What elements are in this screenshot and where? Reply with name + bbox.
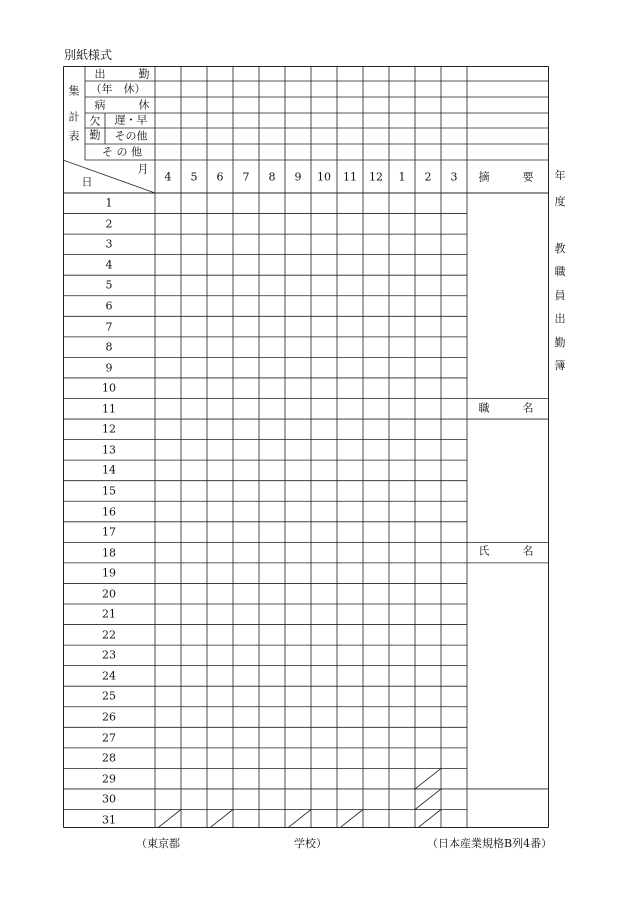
form-label: 別紙様式 xyxy=(64,48,113,62)
month-label: 6 xyxy=(216,170,224,184)
footer-standard: （日本産業規格B列4番） xyxy=(427,837,553,850)
attendance-table xyxy=(63,66,549,828)
table-grid xyxy=(63,66,549,828)
side-title-char: 員 xyxy=(554,289,566,302)
day-label: 21 xyxy=(102,607,116,621)
side-title-char: 教 xyxy=(554,242,566,255)
side-title-char: 簿 xyxy=(554,359,566,372)
side-title-char: 職 xyxy=(554,265,566,278)
day-label: 18 xyxy=(102,546,116,560)
summary-side-label-1: 集 xyxy=(68,84,80,98)
month-label: 5 xyxy=(190,170,198,184)
day-label: 4 xyxy=(105,258,113,272)
day-label: 8 xyxy=(105,340,113,354)
name-label: 氏 名 xyxy=(478,544,534,558)
month-label: 1 xyxy=(398,170,406,184)
void-date-slash xyxy=(415,810,441,829)
day-label: 1 xyxy=(105,196,113,210)
remarks-header: 摘 要 xyxy=(478,170,534,184)
summary-row-other: そ の 他 xyxy=(102,145,142,159)
month-label: 7 xyxy=(242,170,250,184)
summary-row-sick-leave: 病 休 xyxy=(94,98,150,112)
side-title-char: 勤 xyxy=(554,336,566,349)
side-title-char: 年 xyxy=(554,169,566,182)
month-label: 4 xyxy=(164,170,172,184)
day-label: 30 xyxy=(102,792,116,806)
day-label: 24 xyxy=(102,669,116,683)
month-label: 2 xyxy=(424,170,432,184)
month-label: 11 xyxy=(343,170,357,184)
footer-tokyo: （東京都 xyxy=(136,837,180,850)
month-label: 8 xyxy=(268,170,276,184)
summary-row-attendance: 出 勤 xyxy=(94,67,150,81)
day-label: 6 xyxy=(105,299,113,313)
absence-label-1: 欠 xyxy=(89,114,101,128)
summary-row-late-early: 遅・早 xyxy=(114,113,148,127)
day-label: 19 xyxy=(102,566,116,580)
position-label: 職 名 xyxy=(478,401,534,415)
day-label: 13 xyxy=(102,443,116,457)
void-date-slash xyxy=(207,810,233,829)
month-axis-label: 月 xyxy=(137,162,149,176)
summary-side-label-2: 計 xyxy=(68,110,80,124)
void-date-slash xyxy=(155,810,181,829)
day-label: 16 xyxy=(102,505,116,519)
day-label: 7 xyxy=(105,320,113,334)
day-label: 31 xyxy=(102,813,116,827)
day-label: 3 xyxy=(105,237,113,251)
day-label: 15 xyxy=(102,484,116,498)
absence-label-2: 勤 xyxy=(89,128,101,142)
side-title-char: 出 xyxy=(554,312,566,325)
void-date-slash xyxy=(337,810,363,829)
day-label: 14 xyxy=(102,463,116,477)
day-label: 11 xyxy=(102,402,116,416)
day-label: 12 xyxy=(102,422,116,436)
void-date-slash xyxy=(285,810,311,829)
day-label: 2 xyxy=(105,217,113,231)
day-label: 23 xyxy=(102,648,116,662)
month-label: 12 xyxy=(369,170,383,184)
void-date-slash xyxy=(415,789,441,810)
day-label: 5 xyxy=(105,278,113,292)
day-label: 27 xyxy=(102,731,116,745)
side-title-char: 度 xyxy=(554,195,566,208)
month-label: 3 xyxy=(450,170,458,184)
day-label: 17 xyxy=(102,525,116,539)
month-label: 9 xyxy=(294,170,302,184)
day-axis-label: 日 xyxy=(81,175,93,189)
footer-school: 学校） xyxy=(294,837,327,850)
day-label: 28 xyxy=(102,751,116,765)
summary-row-annual-leave: （年 休） xyxy=(90,82,146,96)
summary-side-label-3: 表 xyxy=(68,129,80,143)
day-label: 22 xyxy=(102,628,116,642)
day-label: 10 xyxy=(102,381,116,395)
day-label: 9 xyxy=(105,361,113,375)
day-label: 29 xyxy=(102,772,116,786)
summary-row-other-absence: その他 xyxy=(114,129,148,143)
void-date-slash xyxy=(415,768,441,789)
day-label: 25 xyxy=(102,689,116,703)
month-label: 10 xyxy=(317,170,331,184)
day-label: 26 xyxy=(102,710,116,724)
day-label: 20 xyxy=(102,587,116,601)
